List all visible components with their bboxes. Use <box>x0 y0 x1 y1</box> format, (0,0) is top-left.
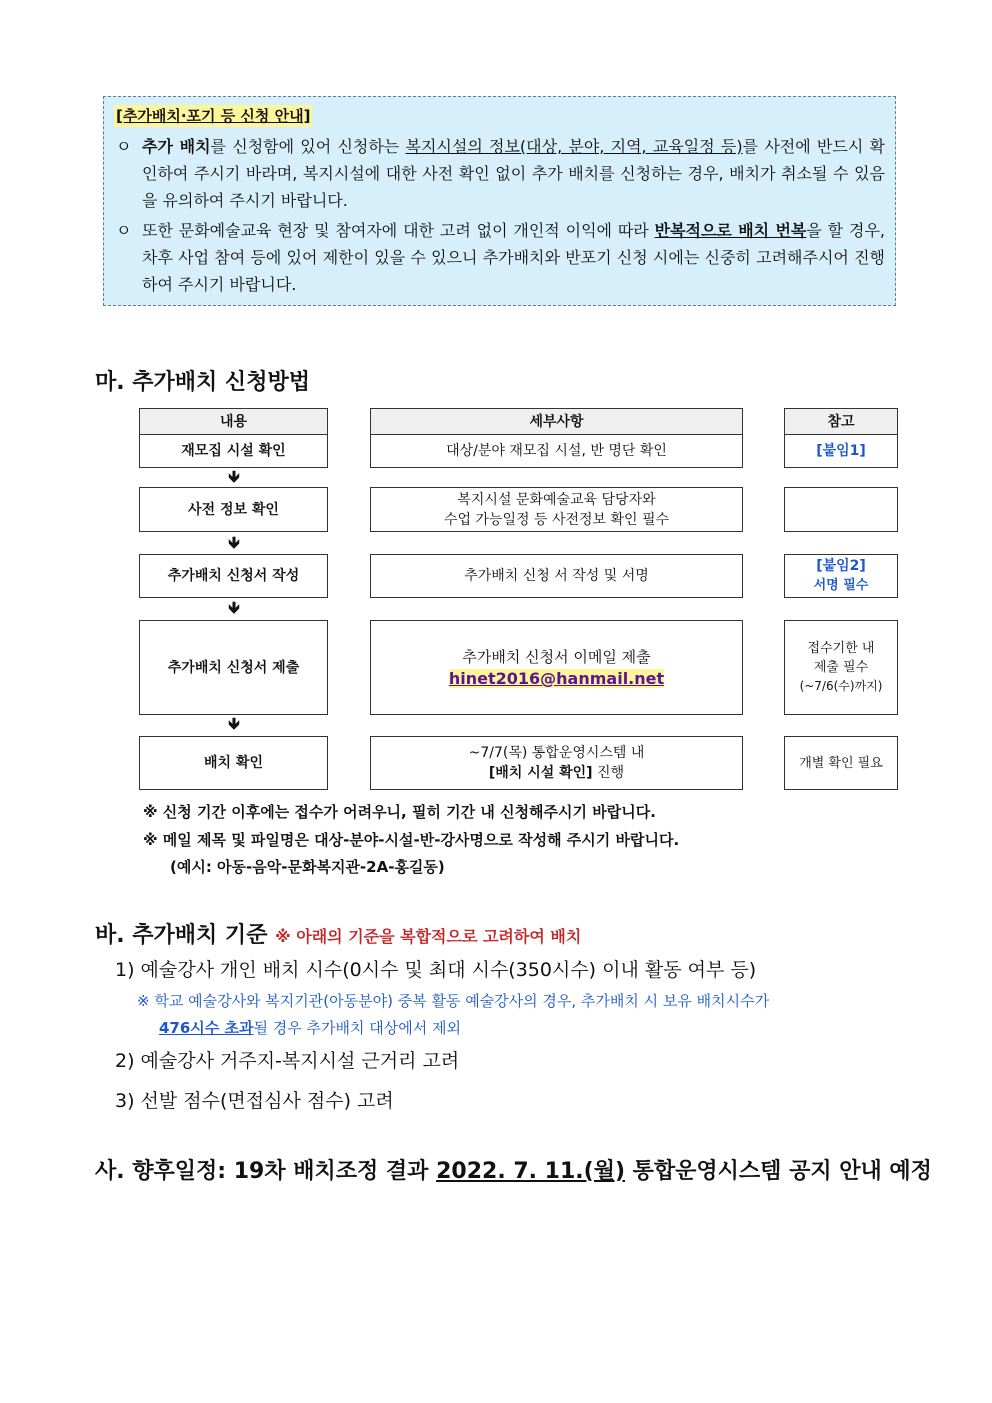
note-line: ※ 메일 제목 및 파일명은 대상-분야-시설-반-강사명으로 작성해 주시기 바랍니다. <box>143 831 680 849</box>
step-name: 재모집 시설 확인 <box>139 434 328 468</box>
arrow-down-icon: 🡻 <box>228 467 240 486</box>
step-detail: 추가배치 신청 서 작성 및 서명 <box>370 554 743 598</box>
step-ref: [붙임2] 서명 필수 <box>784 554 898 598</box>
step-ref: 개별 확인 필요 <box>784 736 898 790</box>
criterion: 1) 예술강사 개인 배치 시수(0시수 및 최대 시수(350시수) 이내 활동 여부 등) <box>115 959 757 981</box>
notice-underline: 복지시설의 정보(대상, 분야, 지역, 교육일정 등) <box>405 137 743 156</box>
criterion: 3) 선발 점수(면접심사 점수) 고려 <box>115 1090 394 1112</box>
email-link[interactable]: hinet2016@hanmail.net <box>448 669 665 688</box>
arrow-down-icon: 🡻 <box>228 598 240 617</box>
step-detail: 복지시설 문화예술교육 담당자와 수업 가능일정 등 사전정보 확인 필수 <box>370 487 743 532</box>
step-name: 추가배치 신청서 작성 <box>139 554 328 598</box>
note-line: ※ 신청 기간 이후에는 접수가 어려우니, 필히 기간 내 신청해주시기 바랍니다. <box>143 803 656 821</box>
step-ref <box>784 487 898 532</box>
step-detail: 대상/분야 재모집 시설, 반 명단 확인 <box>370 434 743 468</box>
arrow-down-icon: 🡻 <box>228 714 240 733</box>
criterion-sub-note: ※ 학교 예술강사와 복지기관(아동분야) 중복 활동 예술강사의 경우, 추가배치 시 보유 배치시수가 476시수 초과될 경우 추가배치 대상에서 제외 <box>137 992 770 1037</box>
section-sa-title: 사. 향후일정: 19차 배치조정 결과 2022. 7. 11.(월) 통합운영시스템 공지 안내 예정 <box>95 1159 932 1184</box>
step-ref: [붙임1] <box>784 434 898 468</box>
step-detail: ~7/7(목) 통합운영시스템 내 [배치 시설 확인] 진행 <box>370 736 743 790</box>
section-ma-title: 마. 추가배치 신청방법 <box>95 370 310 395</box>
step-name: 추가배치 신청서 제출 <box>139 620 328 715</box>
section-ba-title: 바. 추가배치 기준 ※ 아래의 기준을 복합적으로 고려하여 배치 <box>95 923 582 948</box>
step-detail: 추가배치 신청서 이메일 제출 hinet2016@hanmail.net <box>370 620 743 715</box>
notice-item: ㅇ 또한 문화예술교육 현장 및 참여자에 대한 고려 없이 개인적 이익에 따라 반복적으로 배치 번복을 할 경우, 차후 사업 참여 등에 있어 제한이 있을 수 있으니 추가배치와 반포기 신청 시에는 신중히 고려해주시어 진행하여 주시기 바랍니다. <box>114 217 885 298</box>
bullet-mark: ㅇ <box>116 221 132 240</box>
bullet-mark: ㅇ <box>116 137 132 156</box>
header-ref: 참고 <box>784 408 898 435</box>
schedule-date: 2022. 7. 11.(월) <box>436 1159 625 1184</box>
step-ref: 접수기한 내 제출 필수 (~7/6(수)까지) <box>784 620 898 715</box>
header-detail: 세부사항 <box>370 408 743 435</box>
notice-bold: 추가 배치 <box>142 137 211 156</box>
arrow-down-icon: 🡻 <box>228 533 240 552</box>
section-ba-note: ※ 아래의 기준을 복합적으로 고려하여 배치 <box>275 927 582 946</box>
notice-bold-underline: 반복적으로 배치 번복 <box>654 221 807 240</box>
header-content: 내용 <box>139 408 328 435</box>
note-example: (예시: 아동-음악-문화복지관-2A-홍길동) <box>170 858 445 876</box>
notice-title: [추가배치·포기 등 신청 안내] <box>116 107 311 125</box>
criterion: 2) 예술강사 거주지-복지시설 근거리 고려 <box>115 1050 460 1072</box>
notice-item: ㅇ 추가 배치를 신청함에 있어 신청하는 복지시설의 정보(대상, 분야, 지역, 교육일정 등)를 사전에 반드시 확인하여 주시기 바라며, 복지시설에 대한 사전 확인 없이 추가 배치를 신청하는 경우, 배치가 취소될 수 있음을 유의하여 주시기 바랍니다. <box>114 133 885 214</box>
step-name: 사전 정보 확인 <box>139 487 328 532</box>
notice-box <box>103 96 896 306</box>
step-name: 배치 확인 <box>139 736 328 790</box>
